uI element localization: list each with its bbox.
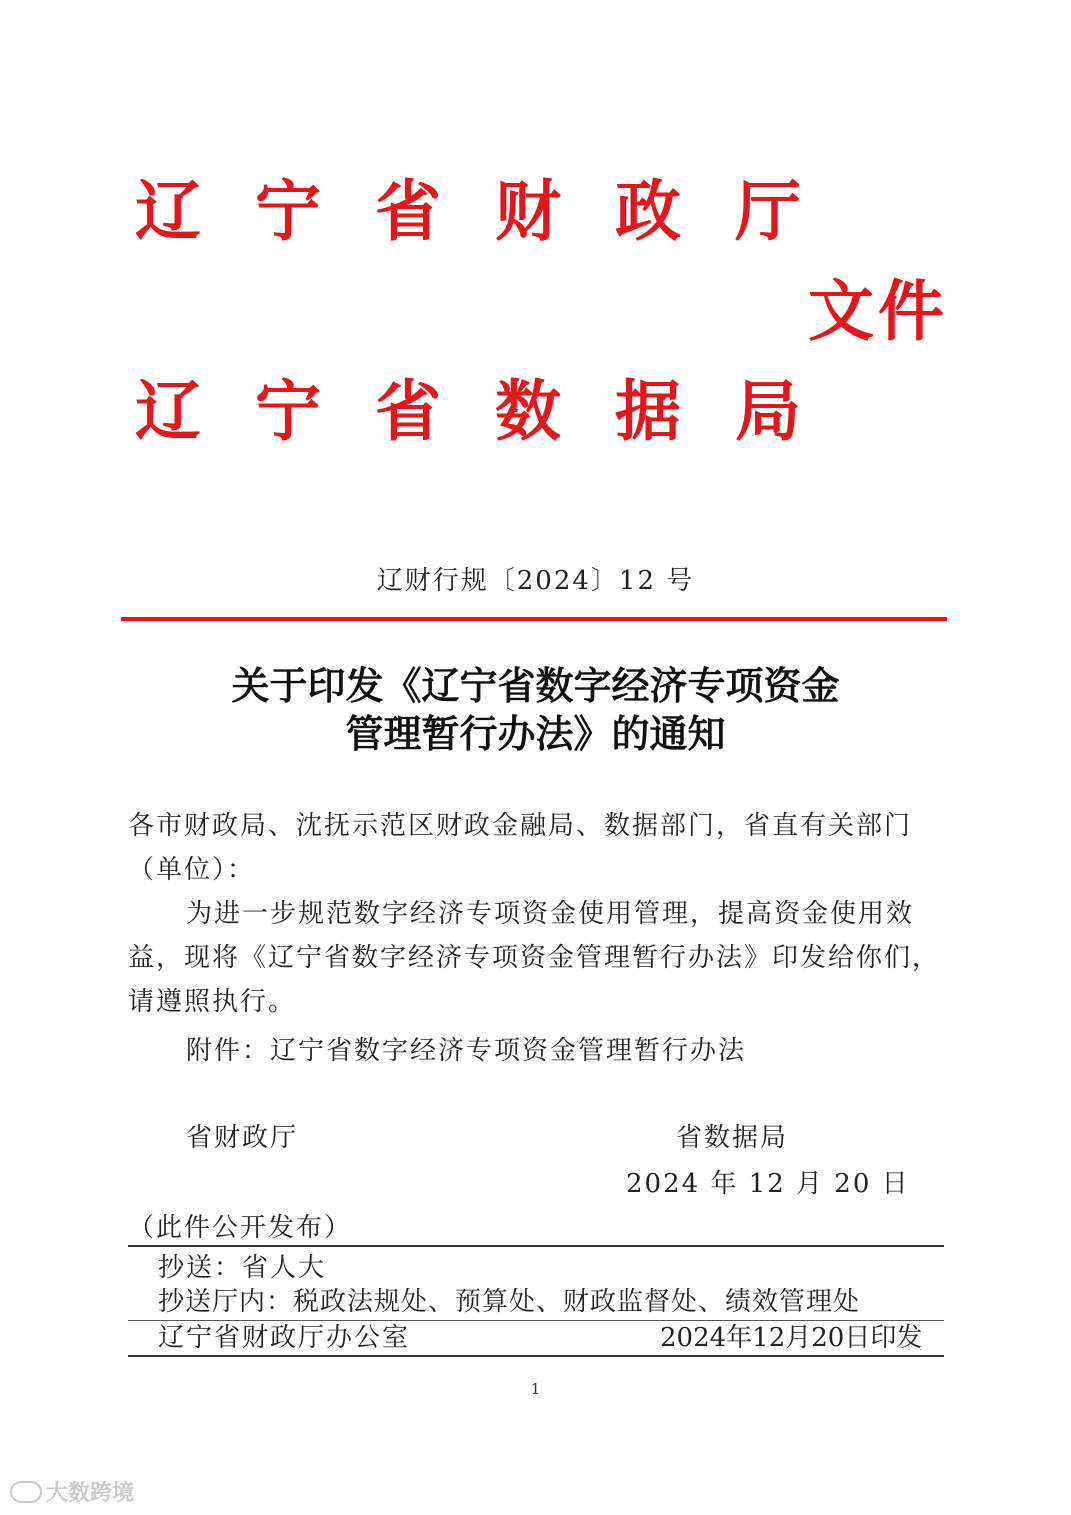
signature-right: 省数据局 (676, 1123, 789, 1153)
doc-number: 辽财行规〔2024〕12 号 (376, 566, 695, 596)
signature-date: 2024 年 12 月 20 日 (626, 1169, 910, 1199)
body-para-line1: 为进一步规范数字经济专项资金使用管理，提高资金使用效 (186, 899, 915, 929)
cc-line: 抄送：省人大 (158, 1253, 327, 1283)
body-para-line2: 益，现将《辽宁省数字经济专项资金管理暂行办法》印发给你们， (128, 943, 941, 973)
watermark (10, 1476, 134, 1507)
doc-title-line1: 关于印发《辽宁省数字经济专项资金 (231, 664, 840, 708)
issuer-char: 政 (615, 173, 681, 250)
watermark-logo-icon (10, 1481, 42, 1503)
body-para-line3: 请遵照执行。 (128, 987, 297, 1017)
issuer-char: 辽 (135, 373, 201, 450)
doc-type: 文件 (808, 273, 948, 350)
issuer-char: 财 (495, 173, 561, 250)
issuer-char: 宁 (255, 173, 321, 250)
issuer-char: 省 (375, 373, 441, 450)
page-number: 1 (530, 1380, 541, 1398)
footer-rule-bottom (128, 1355, 944, 1357)
watermark-text: 大数跨境 (46, 1481, 135, 1506)
issuer-char: 局 (735, 373, 801, 450)
issuer-char: 辽 (135, 173, 201, 250)
doc-title-line2: 管理暂行办法》的通知 (345, 712, 726, 756)
publish-note: （此件公开发布） (128, 1213, 353, 1243)
issuer-name-data (128, 372, 808, 452)
cc-internal-line: 抄送厅内：税政法规处、预算处、财政监督处、绩效管理处 (158, 1287, 861, 1317)
recipients-line1: 各市财政局、沈抚示范区财政金融局、数据部门，省直有关部门 (128, 811, 913, 841)
issuer-char: 省 (375, 173, 441, 250)
issuer-char: 厅 (735, 173, 801, 250)
issuer-char: 宁 (255, 373, 321, 450)
issue-date: 2024年12月20日印发 (660, 1323, 923, 1353)
footer-rule-top (128, 1245, 944, 1247)
signature-left: 省财政厅 (186, 1123, 299, 1153)
recipients-line2: （单位）： (128, 855, 256, 885)
attachment-line: 附件：辽宁省数字经济专项资金管理暂行办法 (186, 1036, 747, 1066)
issuer-char: 据 (615, 373, 681, 450)
issuer-char: 数 (495, 373, 561, 450)
issuer-office: 辽宁省财政厅办公室 (158, 1323, 411, 1353)
red-divider (121, 617, 947, 621)
issuer-name-finance (128, 172, 808, 252)
